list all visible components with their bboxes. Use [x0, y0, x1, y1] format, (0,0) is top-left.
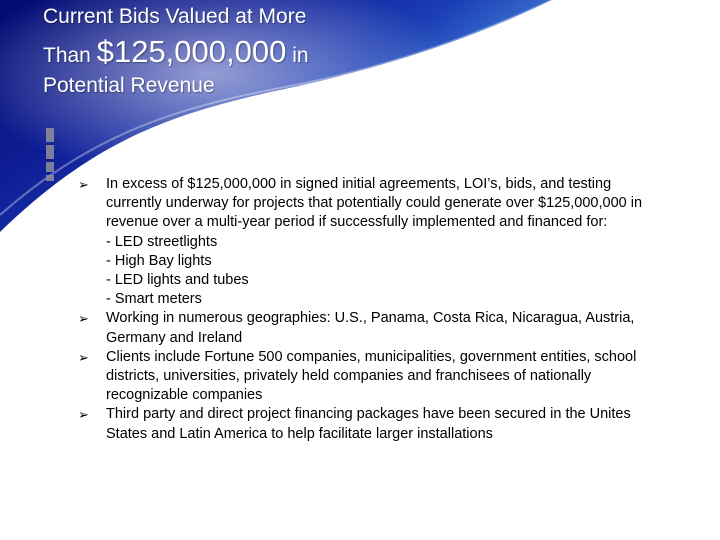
bullet-item [78, 405, 646, 443]
decorative-bars [46, 128, 54, 188]
bullet-text: In excess of $125,000,000 in signed initial agreements, LOI’s, bids, and testing currently underway for projects that potentially could generate over $125,000,000 in revenue over a multi-year period if successfully implemented and financed for: [106, 176, 643, 231]
decorative-bar [46, 162, 54, 172]
bullet-item [78, 348, 646, 406]
decorative-bar [46, 128, 54, 142]
arrow-bullet-icon: ➢ [78, 177, 89, 192]
bullet-text: Working in numerous geographies: U.S., Panama, Costa Rica, Nicaragua, Austria, Germany and Ireland [106, 310, 635, 346]
bullet-item [78, 175, 646, 309]
title-amount: $125,000,000 [96, 34, 287, 69]
title-line-2 [43, 36, 309, 67]
title-prefix: Than [43, 44, 91, 67]
arrow-bullet-icon: ➢ [78, 349, 89, 365]
slide-title [43, 6, 309, 96]
sub-item: - Smart meters [106, 291, 202, 308]
bullet-text: Clients include Fortune 500 companies, municipalities, government entities, school districts, universities, privately held companies and franchisees of nationally recognizable companies [106, 348, 637, 404]
decorative-bar [46, 175, 54, 181]
sub-item: - High Bay lights [106, 252, 212, 269]
decorative-bar [46, 145, 54, 159]
title-suffix: in [292, 44, 309, 67]
sub-item: - LED streetlights [106, 233, 218, 250]
bullet-item [78, 309, 646, 347]
title-line-1: Current Bids Valued at More [43, 5, 307, 28]
sub-item: - LED lights and tubes [106, 272, 249, 289]
bullet-text: Third party and direct project financing packages have been secured in the Unites States and Latin America to help facilitate larger installations [106, 406, 631, 442]
arrow-bullet-icon: ➢ [78, 407, 89, 423]
title-line-3: Potential Revenue [43, 74, 215, 97]
bullet-list [78, 175, 646, 444]
arrow-bullet-icon: ➢ [78, 311, 89, 327]
